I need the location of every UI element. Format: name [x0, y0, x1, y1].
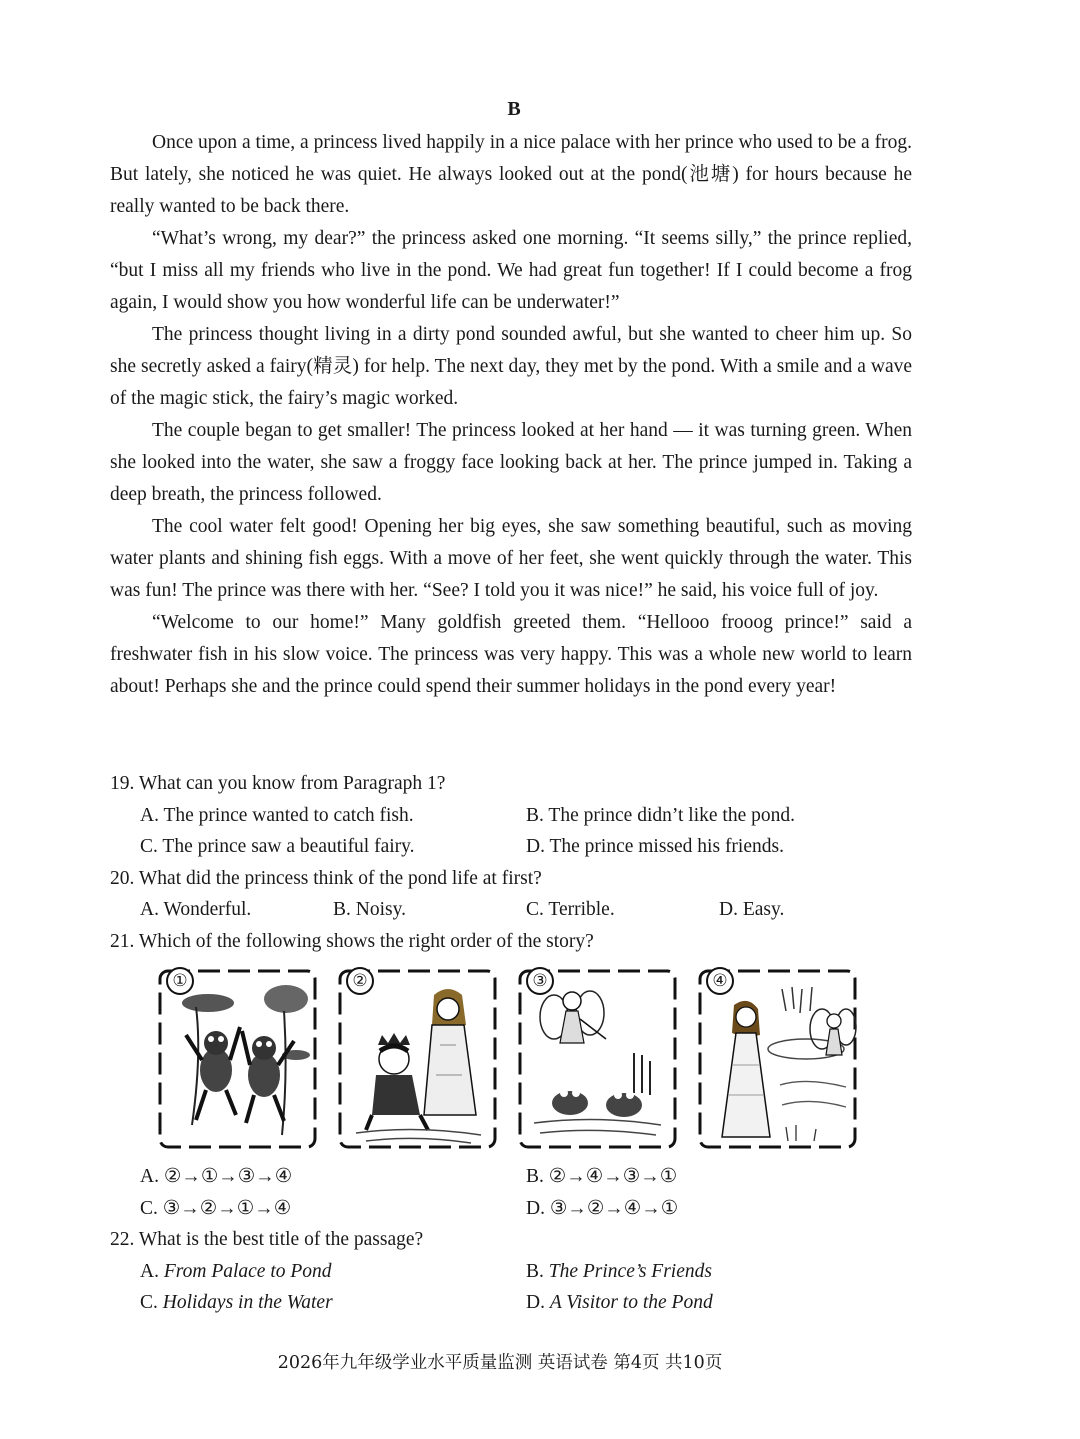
reading-passage: [110, 127, 912, 703]
paragraph-2: “What’s wrong, my dear?” the princess asked one morning. “It seems silly,” the prince replied, “but I miss all my friends who live in the pond. We had great fun together! If I could become a frog again, I would show you how wonderful life can be underwater!”: [110, 228, 912, 313]
options-row: [110, 894, 912, 926]
question-stem: 19. What can you know from Paragraph 1?: [110, 773, 446, 794]
picture-number: ①: [166, 967, 194, 995]
option-b: B. ②→④→③→①: [526, 1166, 678, 1187]
picture-3-fairy-frogs: [516, 965, 679, 1153]
paragraph-5: The cool water felt good! Opening her big eyes, she saw something beautiful, such as moving water plants and shining fish eggs. With a move of her feet, she went quickly through the water. This was fun! The prince was there with her. “See? I told you it was nice!” he said, his voice full of joy.: [110, 516, 912, 601]
option-title: From Palace to Pond: [163, 1260, 332, 1282]
paragraph-3: The princess thought living in a dirty pond sounded awful, but she wanted to cheer him up. So she secretly asked a fairy(精灵) for help. The next day, they met by the pond. With a smile and a wave of the magic stick, the fairy’s magic worked.: [110, 324, 912, 409]
picture-number: ④: [706, 967, 734, 995]
option-letter: B.: [526, 1260, 549, 1282]
picture-2-prince-princess: [336, 965, 499, 1153]
option-a: A. ②→①→③→④: [140, 1166, 293, 1187]
options-row: [110, 1287, 912, 1319]
question-stem: 21. Which of the following shows the right order of the story?: [110, 930, 594, 952]
questions: [110, 768, 912, 1319]
option-letter: D.: [526, 1292, 550, 1313]
question-21: [110, 926, 912, 1225]
option-title: The Prince’s Friends: [548, 1260, 712, 1282]
picture-1-frogs: [156, 965, 319, 1153]
options-row: [110, 800, 912, 832]
option-c: C. The prince saw a beautiful fairy.: [140, 836, 415, 857]
option-b: [526, 1256, 912, 1288]
question-19: [110, 768, 912, 863]
picture-number: ③: [526, 967, 554, 995]
option-c: C. Terrible.: [526, 899, 615, 920]
option-d: D. Easy.: [719, 899, 785, 920]
question-stem: 20. What did the princess think of the pond life at first?: [110, 867, 542, 889]
paragraph-6: “Welcome to our home!” Many goldfish greeted them. “Hellooo frooog prince!” said a freshwater fish in his slow voice. The princess was very happy. This was a whole new world to learn about! Perhaps she and the prince could spend their summer holidays in the pond every year!: [110, 612, 912, 697]
options-row: [110, 1161, 912, 1193]
option-a: A. The prince wanted to catch fish.: [140, 804, 414, 826]
option-c: [140, 1287, 526, 1319]
option-a: [140, 1256, 526, 1288]
question-stem: 22. What is the best title of the passage?: [110, 1229, 424, 1250]
picture-number: ②: [346, 967, 374, 995]
option-a: A. Wonderful.: [140, 899, 252, 920]
options-row: [110, 1256, 912, 1288]
option-c: C. ③→②→①→④: [140, 1197, 292, 1219]
page-footer: 2026年九年级学业水平质量监测 英语试卷 第4页 共10页: [277, 1353, 723, 1373]
paragraph-4: The couple began to get smaller! The princess looked at her hand — it was turning green. When she looked into the water, she saw a froggy face looking back at her. The prince jumped in. Taking a deep breath, the princess followed.: [110, 420, 912, 505]
paragraph-1: Once upon a time, a princess lived happily in a nice palace with her prince who used to be a frog. But lately, she noticed he was quiet. He always looked out at the pond(池塘) for hours because he really wanted to be back there.: [110, 132, 912, 217]
picture-4-princess-fairy: [696, 965, 859, 1153]
options-row: [110, 1193, 912, 1225]
options-row: [110, 831, 912, 863]
question-20: [110, 863, 912, 926]
picture-row: [156, 965, 912, 1153]
option-b: B. Noisy.: [333, 899, 406, 920]
option-letter: C.: [140, 1292, 163, 1313]
option-title: A Visitor to the Pond: [549, 1292, 713, 1313]
option-d: D. The prince missed his friends.: [526, 836, 784, 857]
option-letter: A.: [140, 1260, 164, 1282]
question-22: [110, 1224, 912, 1319]
option-d: [526, 1287, 912, 1319]
option-d: D. ③→②→④→①: [526, 1197, 679, 1219]
option-title: Holidays in the Water: [162, 1292, 333, 1313]
section-title: B: [507, 98, 521, 120]
option-b: B. The prince didn’t like the pond.: [526, 804, 795, 826]
